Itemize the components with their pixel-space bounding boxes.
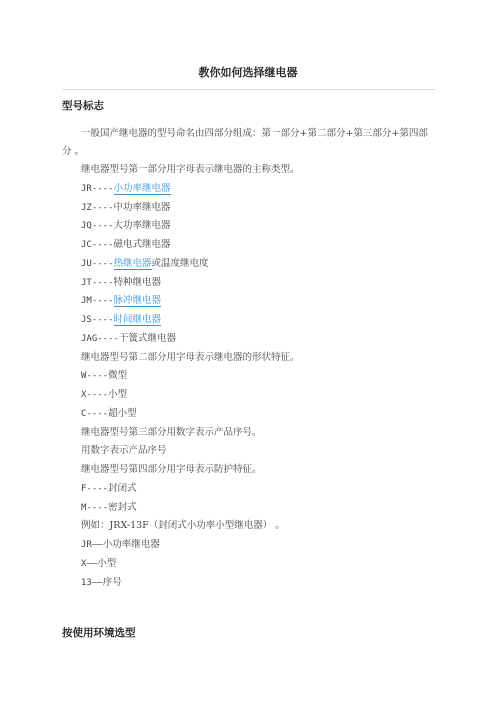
- list-item: [81, 442, 441, 461]
- relay-type-link[interactable]: 时间继电器: [113, 314, 162, 325]
- list-item: [81, 574, 441, 593]
- model-code: JM----: [81, 296, 114, 307]
- model-code: C----: [81, 408, 109, 419]
- list-item: [81, 405, 441, 424]
- model-code: JAG----: [81, 333, 119, 344]
- list-item: [81, 180, 441, 199]
- line-text: 磁电式继电器: [113, 239, 171, 250]
- line-text: 或温度继电度: [151, 257, 209, 269]
- relay-type-link[interactable]: 热继电器: [113, 257, 152, 269]
- model-code: M----: [81, 502, 109, 513]
- model-code: JC----: [81, 240, 114, 250]
- list-item: [81, 461, 441, 480]
- list-item: [81, 217, 441, 236]
- line-text: 继电器型号第二部分用字母表示继电器的形状特征。: [81, 351, 300, 363]
- list-item: [81, 349, 441, 368]
- line-text: 密封式: [108, 501, 137, 513]
- page-title: 教你如何选择继电器: [198, 66, 298, 79]
- model-code: X----: [81, 390, 109, 400]
- list-item: [81, 367, 441, 386]
- line-text: 特种继电器: [113, 276, 162, 288]
- model-code: JR——: [81, 540, 103, 550]
- relay-type-link[interactable]: 脉冲继电器: [113, 295, 162, 307]
- line-text: 小型: [108, 389, 128, 400]
- line-text: 干簧式继电器: [118, 332, 176, 344]
- list-item: [81, 517, 441, 536]
- section-heading-environment-selection: 按使用环境选型: [62, 627, 136, 639]
- line-text: 中功率继电器: [113, 201, 171, 213]
- line-text: 继电器型号第四部分用字母表示防护特征。: [81, 464, 262, 475]
- line-text: 继电器型号第三部分用数字表示产品序号。: [81, 426, 262, 438]
- list-item: [81, 236, 441, 255]
- line-text: 超小型: [108, 407, 137, 419]
- section-heading-model-marking: 型号标志: [62, 100, 104, 112]
- model-code: JZ----: [81, 202, 114, 213]
- list-item: [81, 480, 441, 499]
- line-text: 大功率继电器: [113, 220, 171, 232]
- model-code: F----: [81, 483, 109, 494]
- list-item: [81, 330, 441, 349]
- line-text: 小功率继电器: [102, 539, 160, 550]
- relay-type-link[interactable]: 小功率继电器: [113, 182, 171, 194]
- intro-paragraph: 一般国产继电器的型号命名由四部分组成：第一部分+第二部分+第三部分+第四部分 。: [62, 128, 428, 157]
- title-divider: [62, 89, 435, 90]
- list-item: [81, 161, 441, 180]
- model-code: JR----: [81, 183, 114, 194]
- line-text: 封闭式: [108, 482, 137, 494]
- list-item: [81, 292, 441, 311]
- model-code: X——: [81, 558, 98, 569]
- list-item: [81, 311, 441, 330]
- line-text: 例如：JRX-13F（封闭式小功率小型继电器） 。: [81, 520, 285, 532]
- list-item: [81, 555, 441, 574]
- list-item: [81, 536, 441, 555]
- list-item: [81, 499, 441, 518]
- list-item: [81, 274, 441, 293]
- line-text: 微型: [108, 370, 128, 382]
- list-item: [81, 199, 441, 218]
- list-item: [81, 255, 441, 274]
- list-item: [81, 424, 441, 443]
- line-text: 序号: [102, 576, 122, 588]
- model-code-list: [81, 161, 441, 592]
- model-code: 13——: [81, 577, 103, 588]
- model-code: JQ----: [81, 221, 114, 232]
- model-code: JT----: [81, 277, 114, 288]
- line-text: 继电器型号第一部分用字母表示继电器的主称类型。: [81, 164, 300, 175]
- list-item: [81, 386, 441, 405]
- line-text: 小型: [97, 557, 117, 569]
- model-code: W----: [81, 371, 109, 382]
- model-code: JU----: [81, 258, 114, 269]
- line-text: 用数字表示产品序号: [81, 445, 167, 457]
- model-code: JS----: [81, 315, 114, 325]
